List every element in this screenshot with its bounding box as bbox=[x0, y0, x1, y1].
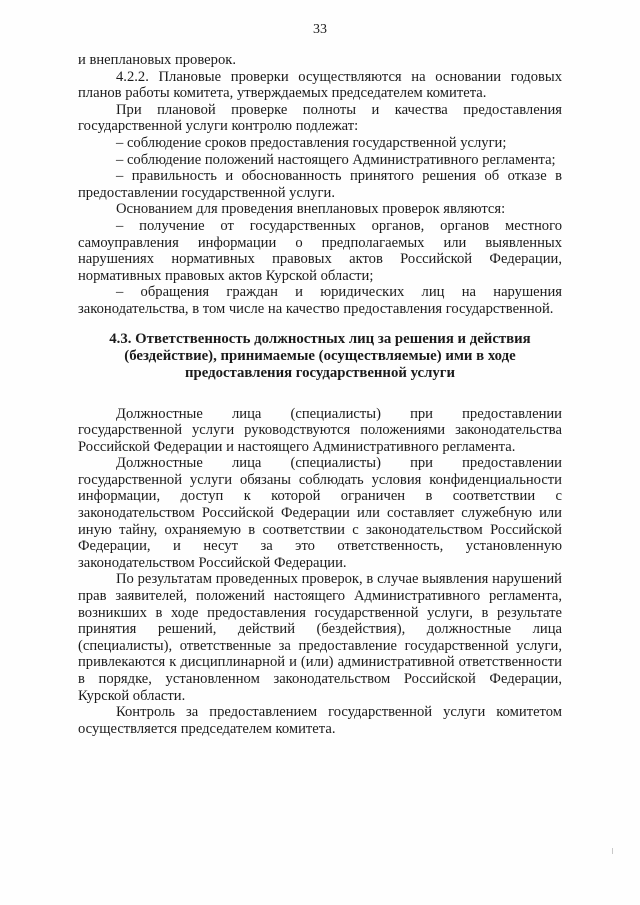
document-body bbox=[78, 52, 562, 737]
section-heading-line: предоставления государственной услуги bbox=[184, 364, 456, 381]
section-heading bbox=[78, 331, 562, 382]
section-heading-line: (бездействие), принимаемые (осуществляемые) ими в ходе bbox=[124, 347, 516, 364]
paragraph: По результатам проведенных проверок, в случае выявления нарушений прав заявителей, положений настоящего Административного регламента, возникших в ходе предоставления государственной услуги, в результате принятия решений, действий (бездействия), должностные лица (специалисты), ответственные за предоставление государственной услуги, привлекаются к дисциплинарной и (или) административной ответственности в порядке, установленном законодательством Российской Федерации, Курской области. bbox=[78, 571, 562, 704]
paragraph: Основанием для проведения внеплановых проверок являются: bbox=[116, 201, 506, 218]
list-item: – правильность и обоснованность принятого решения об отказе в предоставлении государственной услуги. bbox=[78, 168, 562, 201]
list-item: – соблюдение сроков предоставления государственной услуги; bbox=[116, 134, 507, 151]
paragraph: 4.2.2. Плановые проверки осуществляются на основании годовых планов работы комитета, утверждаемых председателем комитета. bbox=[78, 68, 562, 102]
paragraph: и внеплановых проверок. bbox=[78, 52, 236, 68]
page-number: 33 bbox=[313, 22, 327, 37]
section-heading-line: 4.3. Ответственность должностных лиц за решения и действия bbox=[109, 330, 531, 347]
paragraph: Должностные лица (специалисты) при предоставлении государственной услуги обязаны соблюдать условия конфиденциальности информации, доступ к которой ограничен в соответствии с законодательством Российской Федерации или составляет служебную или иную тайну, охраняемую в соответствии с законодательством Российской Федерации, и несут за это ответственность, установленную законодательством Российской Федерации. bbox=[78, 455, 562, 571]
paragraph: Контроль за предоставлением государственной услуги комитетом осуществляется председателем комитета. bbox=[78, 704, 562, 737]
paragraph: При плановой проверке полноты и качества предоставления государственной услуги контролю подлежат: bbox=[78, 101, 562, 135]
paragraph: Должностные лица (специалисты) при предоставлении государственной услуги руководствуются положениями законодательства Российской Федерации и настоящего Административного регламента. bbox=[78, 405, 562, 455]
scan-mark bbox=[612, 848, 613, 854]
list-item: – получение от государственных органов, органов местного самоуправления информации о предполагаемых или выявленных нарушениях нормативных правовых актов Российской Федерации, нормативных правовых актов Курской области; bbox=[78, 217, 562, 284]
list-item: – обращения граждан и юридических лиц на нарушения законодательства, в том числе на качество предоставления государственной. bbox=[78, 284, 562, 317]
list-item: – соблюдение положений настоящего Административного регламента; bbox=[116, 151, 556, 168]
